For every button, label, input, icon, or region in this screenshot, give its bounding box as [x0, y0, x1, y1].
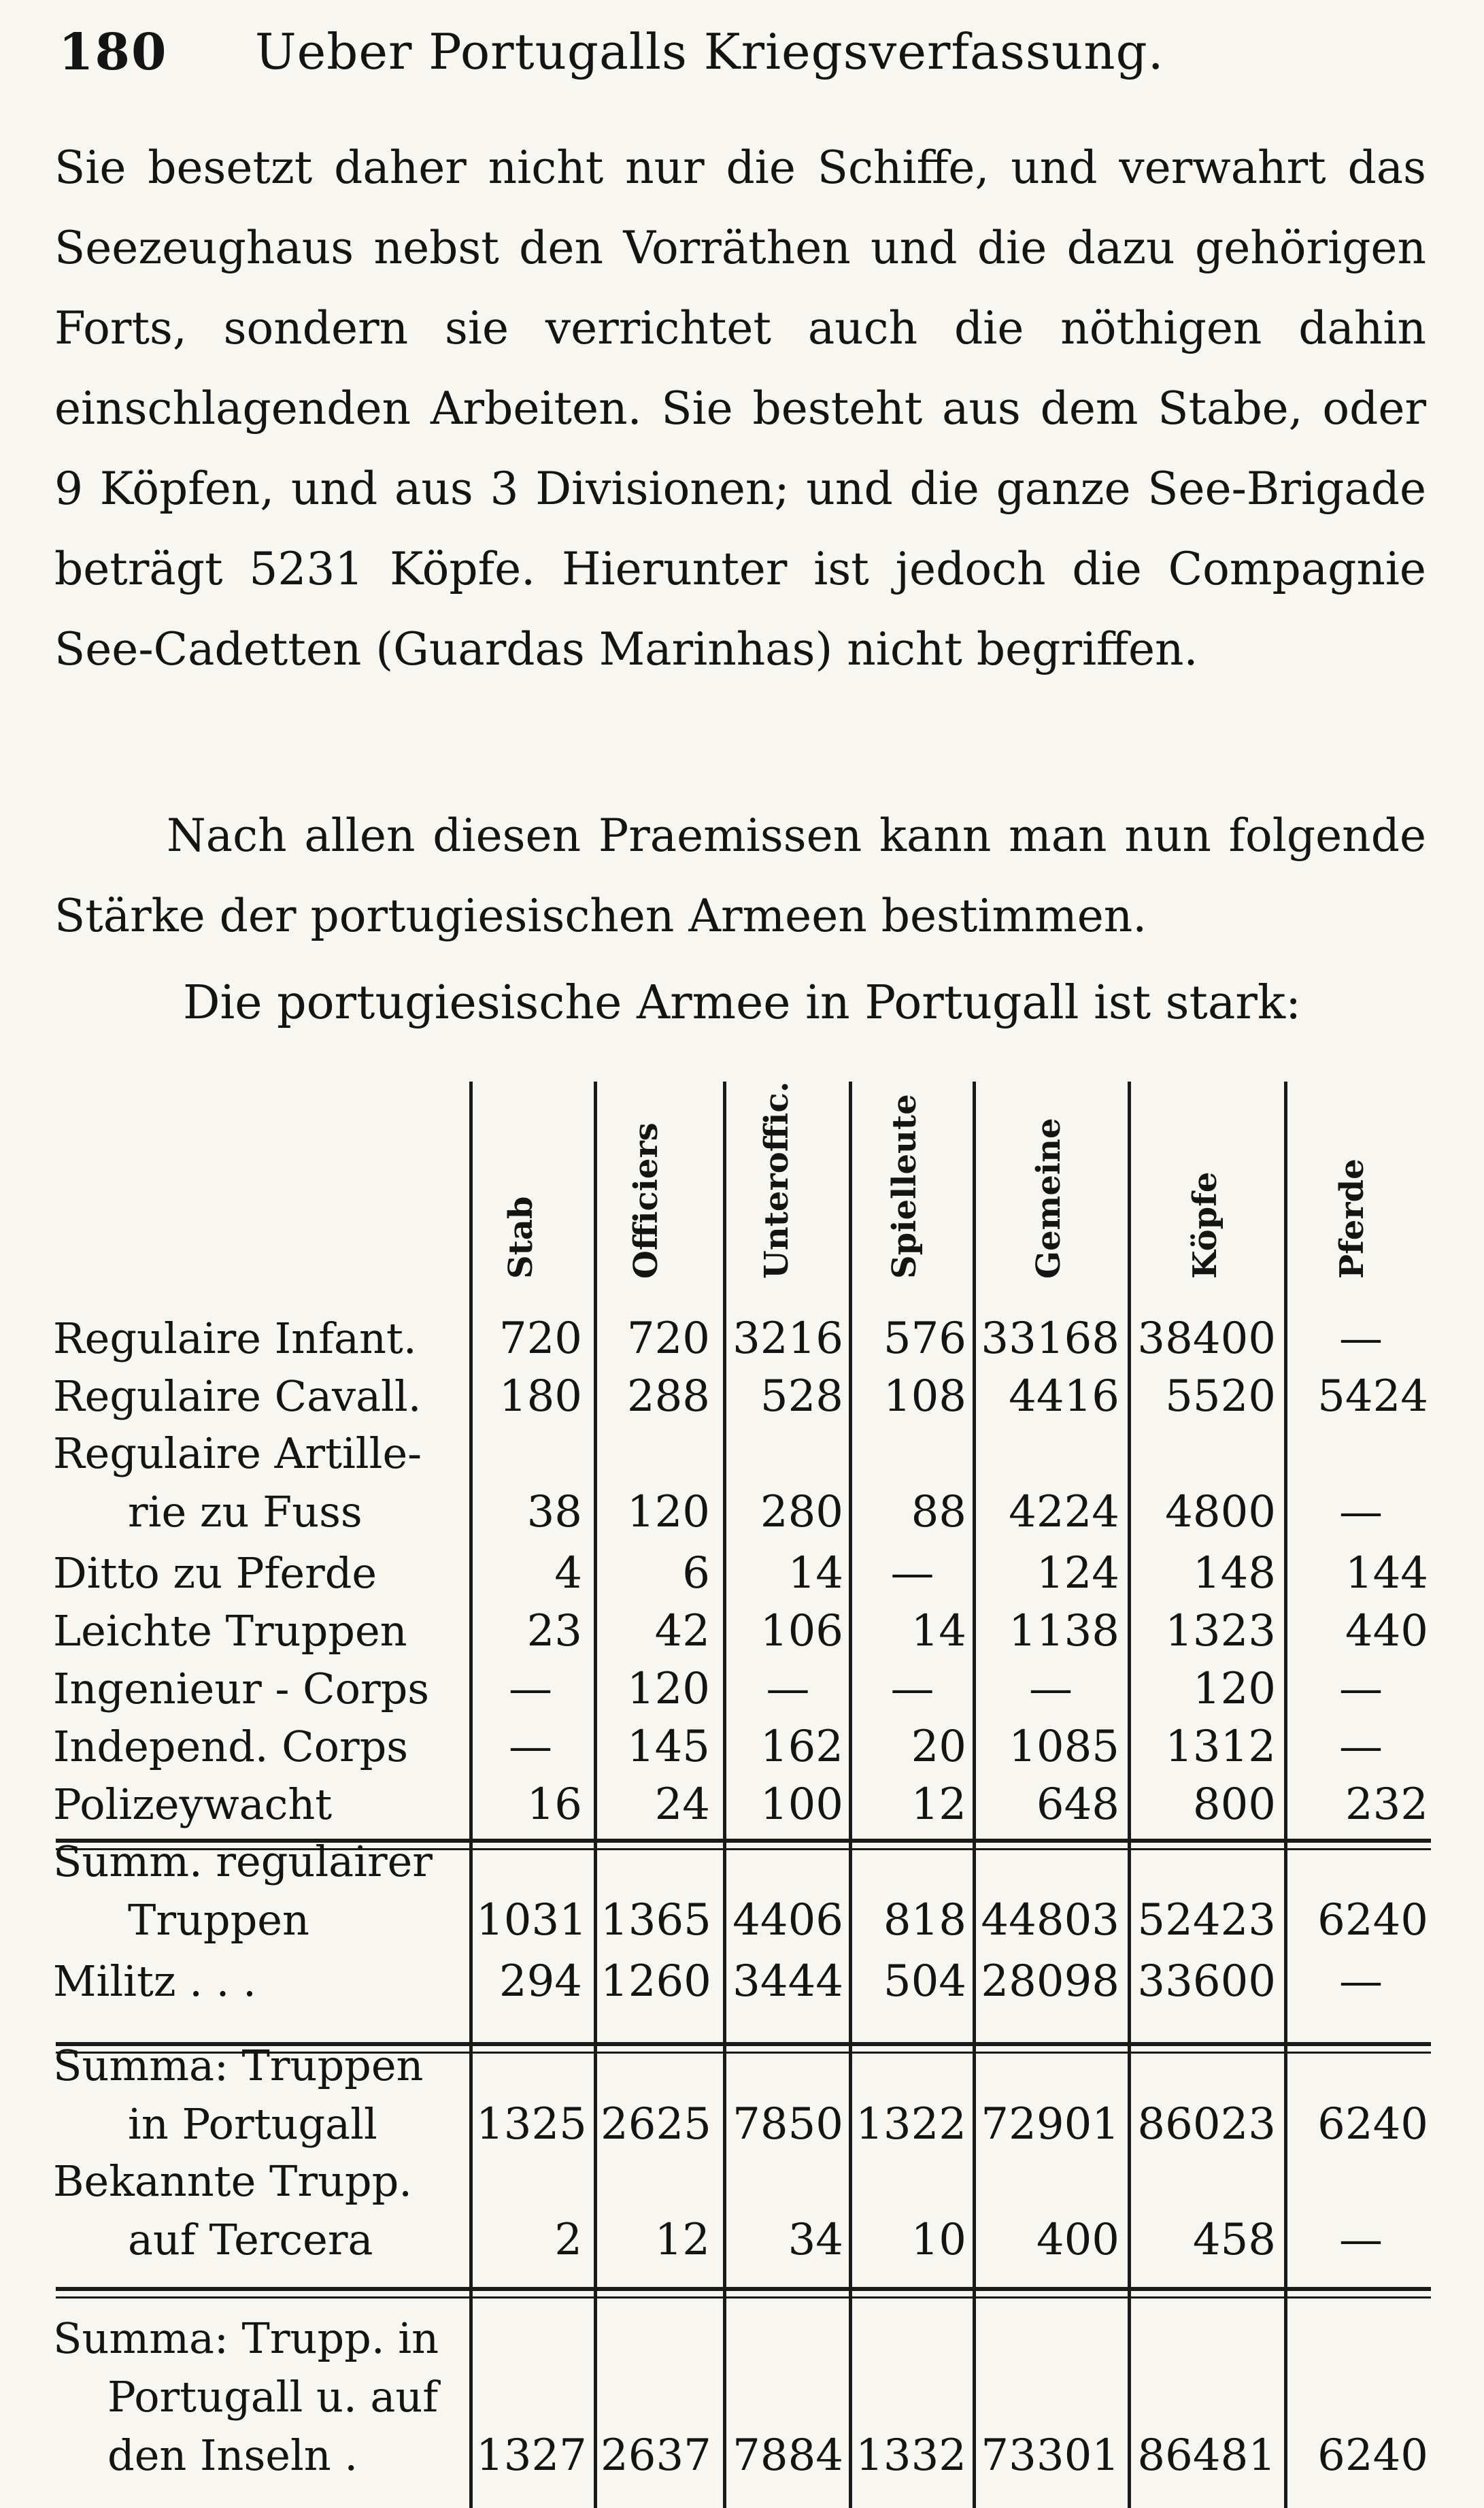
- table-cell: 5520: [1165, 1371, 1276, 1422]
- table-cell: 7884: [732, 2430, 843, 2481]
- table-cell: 100: [760, 1779, 843, 1830]
- row-label: Summa: Trupp. in: [53, 2313, 439, 2363]
- table-cell: 440: [1345, 1606, 1428, 1656]
- table-cell: 124: [1036, 1548, 1119, 1599]
- table-cell: 1365: [601, 1895, 711, 1945]
- table-cell: 14: [788, 1548, 843, 1599]
- row-label: Leichte Truppen: [53, 1606, 407, 1656]
- table-rule: [56, 2296, 1431, 2298]
- table-cell: 7850: [732, 2099, 843, 2150]
- row-label: Regulaire Infant.: [53, 1314, 417, 1363]
- table-cell: 1322: [856, 2099, 966, 2150]
- table-cell: 10: [911, 2215, 966, 2265]
- row-label: Polizeywacht: [53, 1779, 333, 1829]
- table-cell: 5424: [1317, 1371, 1428, 1422]
- table-cell: 4406: [732, 1895, 843, 1945]
- table-cell: 720: [626, 1314, 710, 1364]
- table-cell: —: [1339, 1722, 1383, 1772]
- row-label: in Portugall: [128, 2099, 377, 2149]
- page-number: 180: [58, 23, 168, 82]
- table-cell: 120: [626, 1487, 710, 1537]
- table-cell: 4: [554, 1548, 582, 1599]
- table-cell: 818: [883, 1895, 966, 1945]
- table-cell: 1138: [1009, 1606, 1119, 1656]
- table-cell: 38: [526, 1487, 582, 1537]
- table-cell: —: [509, 1722, 552, 1772]
- row-label: Ditto zu Pferde: [53, 1548, 377, 1598]
- table-cell: 108: [883, 1371, 966, 1422]
- table-cell: 144: [1345, 1548, 1428, 1599]
- table-cell: 6240: [1317, 2430, 1428, 2481]
- table-cell: 458: [1192, 2215, 1276, 2265]
- table-cell: —: [1339, 2215, 1383, 2265]
- table-cell: 4224: [1009, 1487, 1119, 1537]
- table-cell: 34: [788, 2215, 843, 2265]
- table-cell: 16: [526, 1779, 582, 1830]
- column-header: Gemeine: [1030, 1118, 1068, 1279]
- row-label: Bekannte Trupp.: [53, 2156, 412, 2206]
- table-cell: 1323: [1165, 1606, 1276, 1656]
- table-cell: 180: [499, 1371, 582, 1422]
- table-cell: 148: [1192, 1548, 1276, 1599]
- table-cell: 33168: [981, 1314, 1119, 1364]
- row-label: Summ. regulairer: [53, 1837, 433, 1886]
- table-cell: 12: [911, 1779, 966, 1830]
- row-label: Ingenieur - Corps: [53, 1664, 430, 1713]
- table-cell: 86023: [1137, 2099, 1276, 2150]
- table-cell: 1312: [1165, 1722, 1276, 1772]
- table-cell: 6240: [1317, 2099, 1428, 2150]
- table-cell: 232: [1345, 1779, 1428, 1830]
- table-cell: 1260: [601, 1956, 711, 2007]
- paragraph: Nach allen diesen Praemissen kann man nun folgende Stärke der portugiesischen Armeen bestimmen.: [54, 809, 1426, 942]
- table-cell: 400: [1036, 2215, 1119, 2265]
- table-caption: Die portugiesische Armee in Portugall ist stark:: [182, 976, 1302, 1030]
- row-label: den Inseln .: [107, 2430, 358, 2480]
- table-cell: 72901: [981, 2099, 1119, 2150]
- row-label: Portugall u. auf: [107, 2372, 439, 2422]
- table-cell: 2625: [601, 2099, 711, 2150]
- table-cell: 1031: [476, 1895, 587, 1945]
- table-cell: —: [766, 1664, 810, 1714]
- table-cell: 106: [760, 1606, 843, 1656]
- table-cell: 52423: [1137, 1895, 1276, 1945]
- table-cell: —: [1339, 1314, 1383, 1364]
- row-label: Summa: Truppen: [53, 2041, 424, 2090]
- table-cell: 12: [654, 2215, 710, 2265]
- table-cell: 6240: [1317, 1895, 1428, 1945]
- table-cell: 20: [911, 1722, 966, 1772]
- table-cell: 73301: [981, 2430, 1119, 2481]
- table-cell: 28098: [981, 1956, 1119, 2007]
- column-rule: [723, 1082, 726, 2508]
- table-rule: [56, 2287, 1431, 2291]
- table-cell: —: [1339, 1487, 1383, 1537]
- table-cell: 120: [1192, 1664, 1276, 1714]
- table-cell: 86481: [1137, 2430, 1276, 2481]
- table-cell: —: [1339, 1664, 1383, 1714]
- table-cell: 33600: [1137, 1956, 1276, 2007]
- table-cell: 1325: [476, 2099, 587, 2150]
- table-cell: 4416: [1009, 1371, 1119, 1422]
- column-header: Stab: [502, 1196, 540, 1279]
- table-cell: 504: [883, 1956, 966, 2007]
- table-cell: —: [1029, 1664, 1073, 1714]
- table-cell: 38400: [1137, 1314, 1276, 1364]
- table-cell: 294: [499, 1956, 582, 2007]
- table-cell: 288: [626, 1371, 710, 1422]
- column-header: Pferde: [1333, 1158, 1371, 1279]
- table-cell: 648: [1036, 1779, 1119, 1830]
- column-header: Unteroffic.: [758, 1081, 796, 1279]
- table-cell: —: [1339, 1956, 1383, 2007]
- strength-table: [0, 1075, 1484, 2508]
- running-head: Ueber Portugalls Kriegsverfassung.: [255, 23, 1164, 80]
- row-label: Militz . . .: [53, 1956, 256, 2006]
- table-cell: 120: [626, 1664, 710, 1714]
- table-cell: 145: [626, 1722, 710, 1772]
- column-rule: [1128, 1082, 1131, 2508]
- table-cell: 2637: [601, 2430, 711, 2481]
- table-cell: 2: [554, 2215, 582, 2265]
- column-rule: [1284, 1082, 1287, 2508]
- row-label: Truppen: [128, 1895, 309, 1945]
- table-cell: 280: [760, 1487, 843, 1537]
- column-rule: [469, 1082, 473, 2508]
- paragraph: Sie besetzt daher nicht nur die Schiffe, und verwahrt das Seezeughaus nebst den Vorräthen und die dazu gehörigen Forts, sondern sie verrichtet auch die nöthigen dahin einschlagenden Arbeiten. Sie besteht aus dem Stabe, oder 9 Köpfen, und aus 3 Divisionen; und die ganze See-Brigade beträgt 5231 Köpfe. Hierunter ist jedoch die Compagnie See-Cadetten (Guardas Marinhas) nicht begriffen.: [54, 141, 1426, 675]
- table-cell: 576: [883, 1314, 966, 1364]
- table-cell: 1327: [476, 2430, 587, 2481]
- table-cell: 6: [682, 1548, 710, 1599]
- table-cell: 720: [499, 1314, 582, 1364]
- row-label: rie zu Fuss: [128, 1487, 362, 1537]
- table-cell: 162: [760, 1722, 843, 1772]
- table-cell: 3216: [732, 1314, 843, 1364]
- table-cell: 1085: [1009, 1722, 1119, 1772]
- table-cell: —: [890, 1664, 934, 1714]
- table-cell: 14: [911, 1606, 966, 1656]
- table-cell: 24: [654, 1779, 710, 1830]
- table-cell: 23: [526, 1606, 582, 1656]
- column-header: Officiers: [627, 1122, 665, 1279]
- column-rule: [849, 1082, 852, 2508]
- row-label: Independ. Corps: [53, 1722, 409, 1771]
- table-cell: 528: [760, 1371, 843, 1422]
- table-cell: 800: [1192, 1779, 1276, 1830]
- table-cell: 3444: [732, 1956, 843, 2007]
- table-cell: 88: [911, 1487, 966, 1537]
- table-cell: 1332: [856, 2430, 966, 2481]
- column-rule: [973, 1082, 976, 2508]
- table-cell: 4800: [1165, 1487, 1276, 1537]
- column-rule: [594, 1082, 597, 2508]
- table-cell: 42: [654, 1606, 710, 1656]
- table-cell: —: [890, 1548, 934, 1599]
- column-header: Köpfe: [1186, 1171, 1224, 1279]
- column-header: Spielleute: [886, 1094, 924, 1279]
- row-label: auf Tercera: [128, 2215, 373, 2264]
- row-label: Regulaire Artille-: [53, 1428, 422, 1478]
- table-cell: 44803: [981, 1895, 1119, 1945]
- table-cell: —: [509, 1664, 552, 1714]
- row-label: Regulaire Cavall.: [53, 1371, 422, 1421]
